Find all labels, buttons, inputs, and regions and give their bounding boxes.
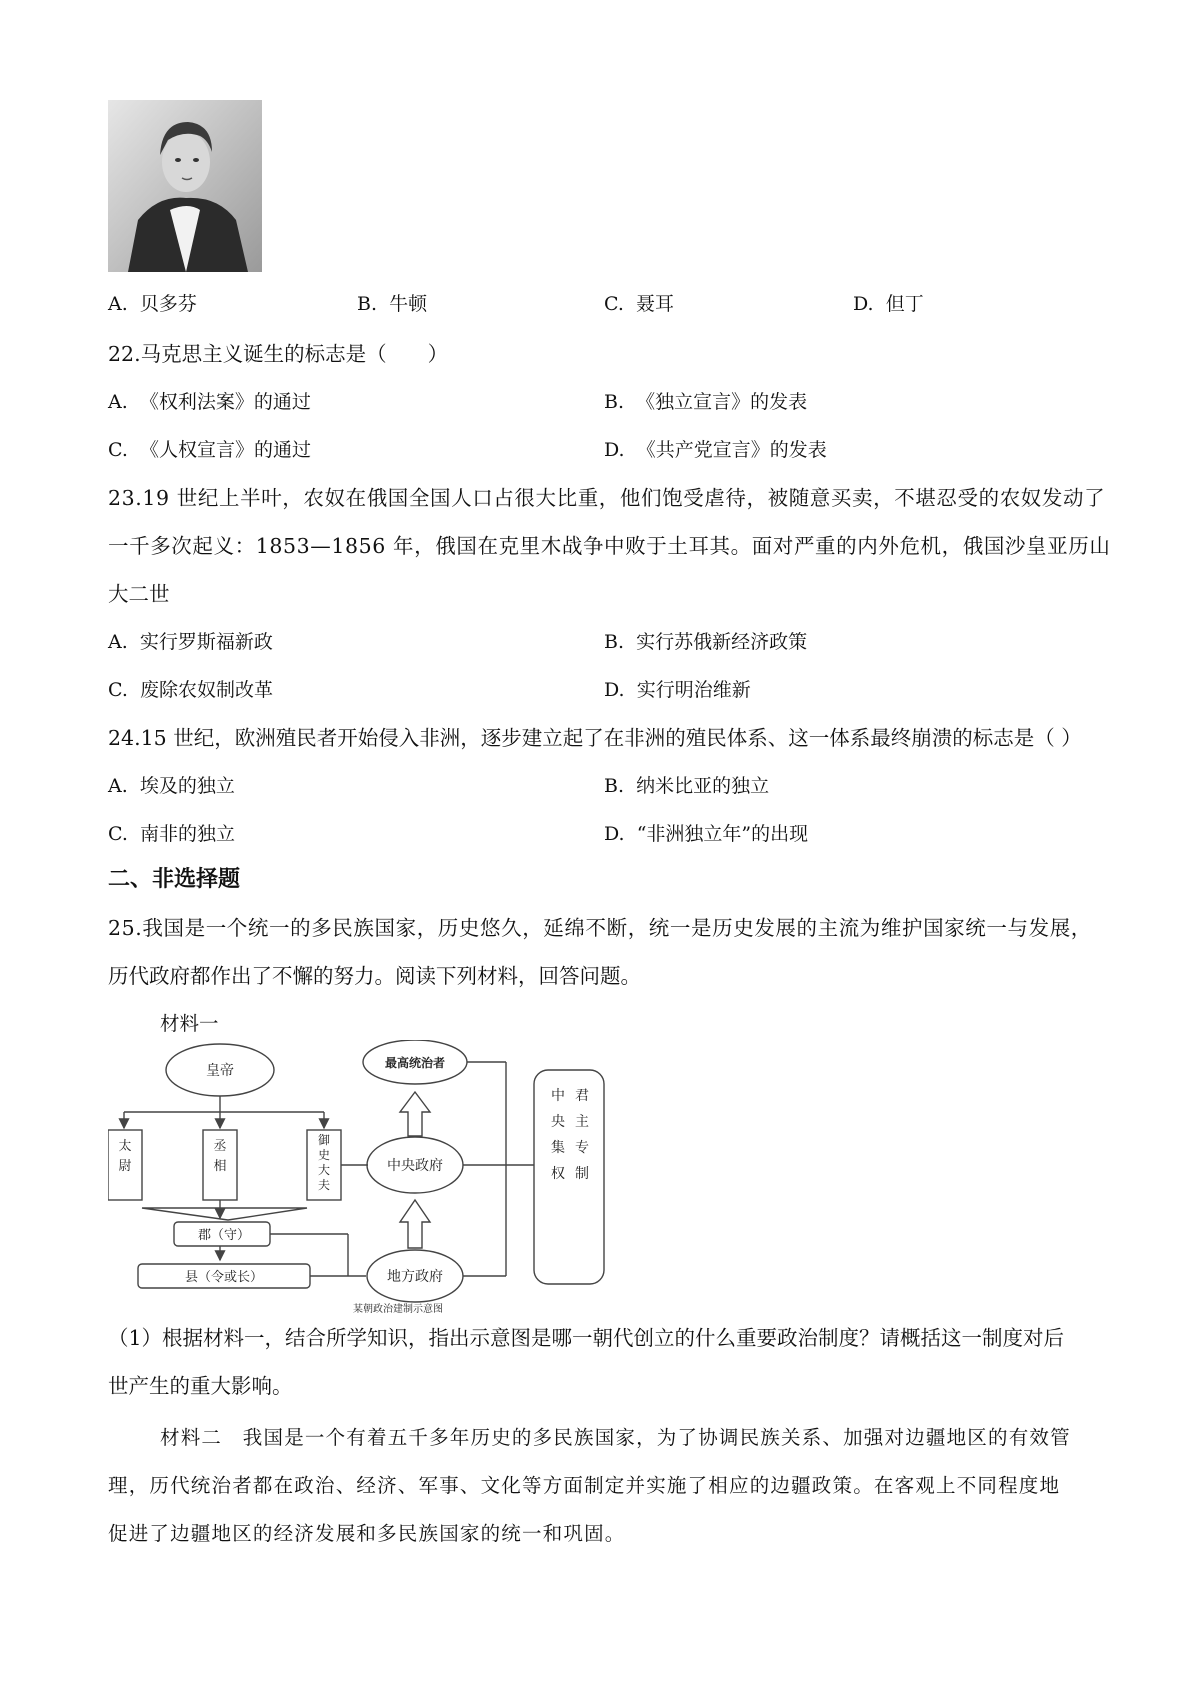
- material-2-line-1: 材料二 我国是一个有着五千多年历史的多民族国家，为了协调民族关系、加强对边疆地区的有效管: [160, 1426, 1071, 1449]
- q22-stem: 22.马克思主义诞生的标志是（ ）: [108, 342, 449, 366]
- q21-option-d: D. 但丁: [853, 293, 924, 315]
- central-label: 中央政府: [387, 1158, 443, 1174]
- system-label: 君主专制中央集权: [551, 1088, 589, 1182]
- q22-option-b: B. 《独立宣言》的发表: [604, 391, 808, 413]
- q24-stem: 24.15 世纪，欧洲殖民者开始侵入非洲，逐步建立起了在非洲的殖民体系、这一体系最终崩溃的标志是（ ）: [108, 726, 1082, 750]
- diagram-caption: 某朝政治建制示意图: [353, 1304, 443, 1315]
- yushi-label: 御史大夫: [317, 1133, 331, 1192]
- q21-option-a: A. 贝多芬: [108, 293, 197, 315]
- system-box: [534, 1070, 604, 1284]
- emperor-label: 皇帝: [206, 1063, 234, 1079]
- q25-sub1-line-1: （1）根据材料一，结合所学知识，指出示意图是哪一朝代创立的什么重要政治制度？请概括这一制度对后: [108, 1326, 1065, 1350]
- q22-option-d: D. 《共产党宣言》的发表: [604, 439, 827, 461]
- q25-sub1-line-2: 世产生的重大影响。: [108, 1374, 293, 1398]
- highest-label: 最高统治者: [384, 1056, 446, 1070]
- q24-option-b: B. 纳米比亚的独立: [604, 775, 770, 797]
- q22-option-c: C. 《人权宣言》的通过: [108, 439, 312, 461]
- material-2-line-2: 理，历代统治者都在政治、经济、军事、文化等方面制定并实施了相应的边疆政策。在客观上不同程度地: [108, 1474, 1061, 1497]
- q23-stem-line-2: 一千多次起义：1853—1856 年，俄国在克里木战争中败于土耳其。面对严重的内外危机，俄国沙皇亚历山: [108, 534, 1111, 558]
- q23-stem-line-3: 大二世: [108, 582, 170, 606]
- q21-option-c: C. 聂耳: [604, 293, 675, 315]
- q22-option-a: A. 《权利法案》的通过: [108, 391, 311, 413]
- q23-stem-line-1: 23.19 世纪上半叶，农奴在俄国全国人口占很大比重，他们饱受虐待，被随意买卖，不堪忍受的农奴发动了: [108, 486, 1106, 510]
- q24-option-c: C. 南非的独立: [108, 823, 236, 845]
- xian-label: 县（令或长）: [184, 1270, 264, 1285]
- q21-option-b: B. 牛顿: [357, 293, 428, 315]
- q24-option-a: A. 埃及的独立: [108, 775, 235, 797]
- political-system-diagram: [108, 1040, 662, 1318]
- q24-option-d: D. “非洲独立年”的出现: [604, 823, 809, 845]
- q23-option-b: B. 实行苏俄新经济政策: [604, 631, 808, 653]
- q25-stem-line-1: 25.我国是一个统一的多民族国家，历史悠久，延绵不断，统一是历史发展的主流为维护国家统一与发展，: [108, 916, 1092, 940]
- chengxiang-label: 丞相: [213, 1139, 227, 1174]
- local-label: 地方政府: [387, 1269, 443, 1285]
- taiwei-label: 太尉: [118, 1139, 132, 1174]
- q23-option-d: D. 实行明治维新: [604, 679, 751, 701]
- jun-label: 郡（守）: [197, 1228, 251, 1243]
- q23-option-c: C. 废除农奴制改革: [108, 679, 274, 701]
- q25-stem-line-2: 历代政府都作出了不懈的努力。阅读下列材料，回答问题。: [108, 964, 641, 988]
- portrait-image: [108, 100, 262, 272]
- section-title: 二、非选择题: [108, 867, 241, 892]
- q23-option-a: A. 实行罗斯福新政: [108, 631, 273, 653]
- material-2-line-3: 促进了边疆地区的经济发展和多民族国家的统一和巩固。: [108, 1522, 626, 1545]
- material-1-label: 材料一: [160, 1012, 219, 1035]
